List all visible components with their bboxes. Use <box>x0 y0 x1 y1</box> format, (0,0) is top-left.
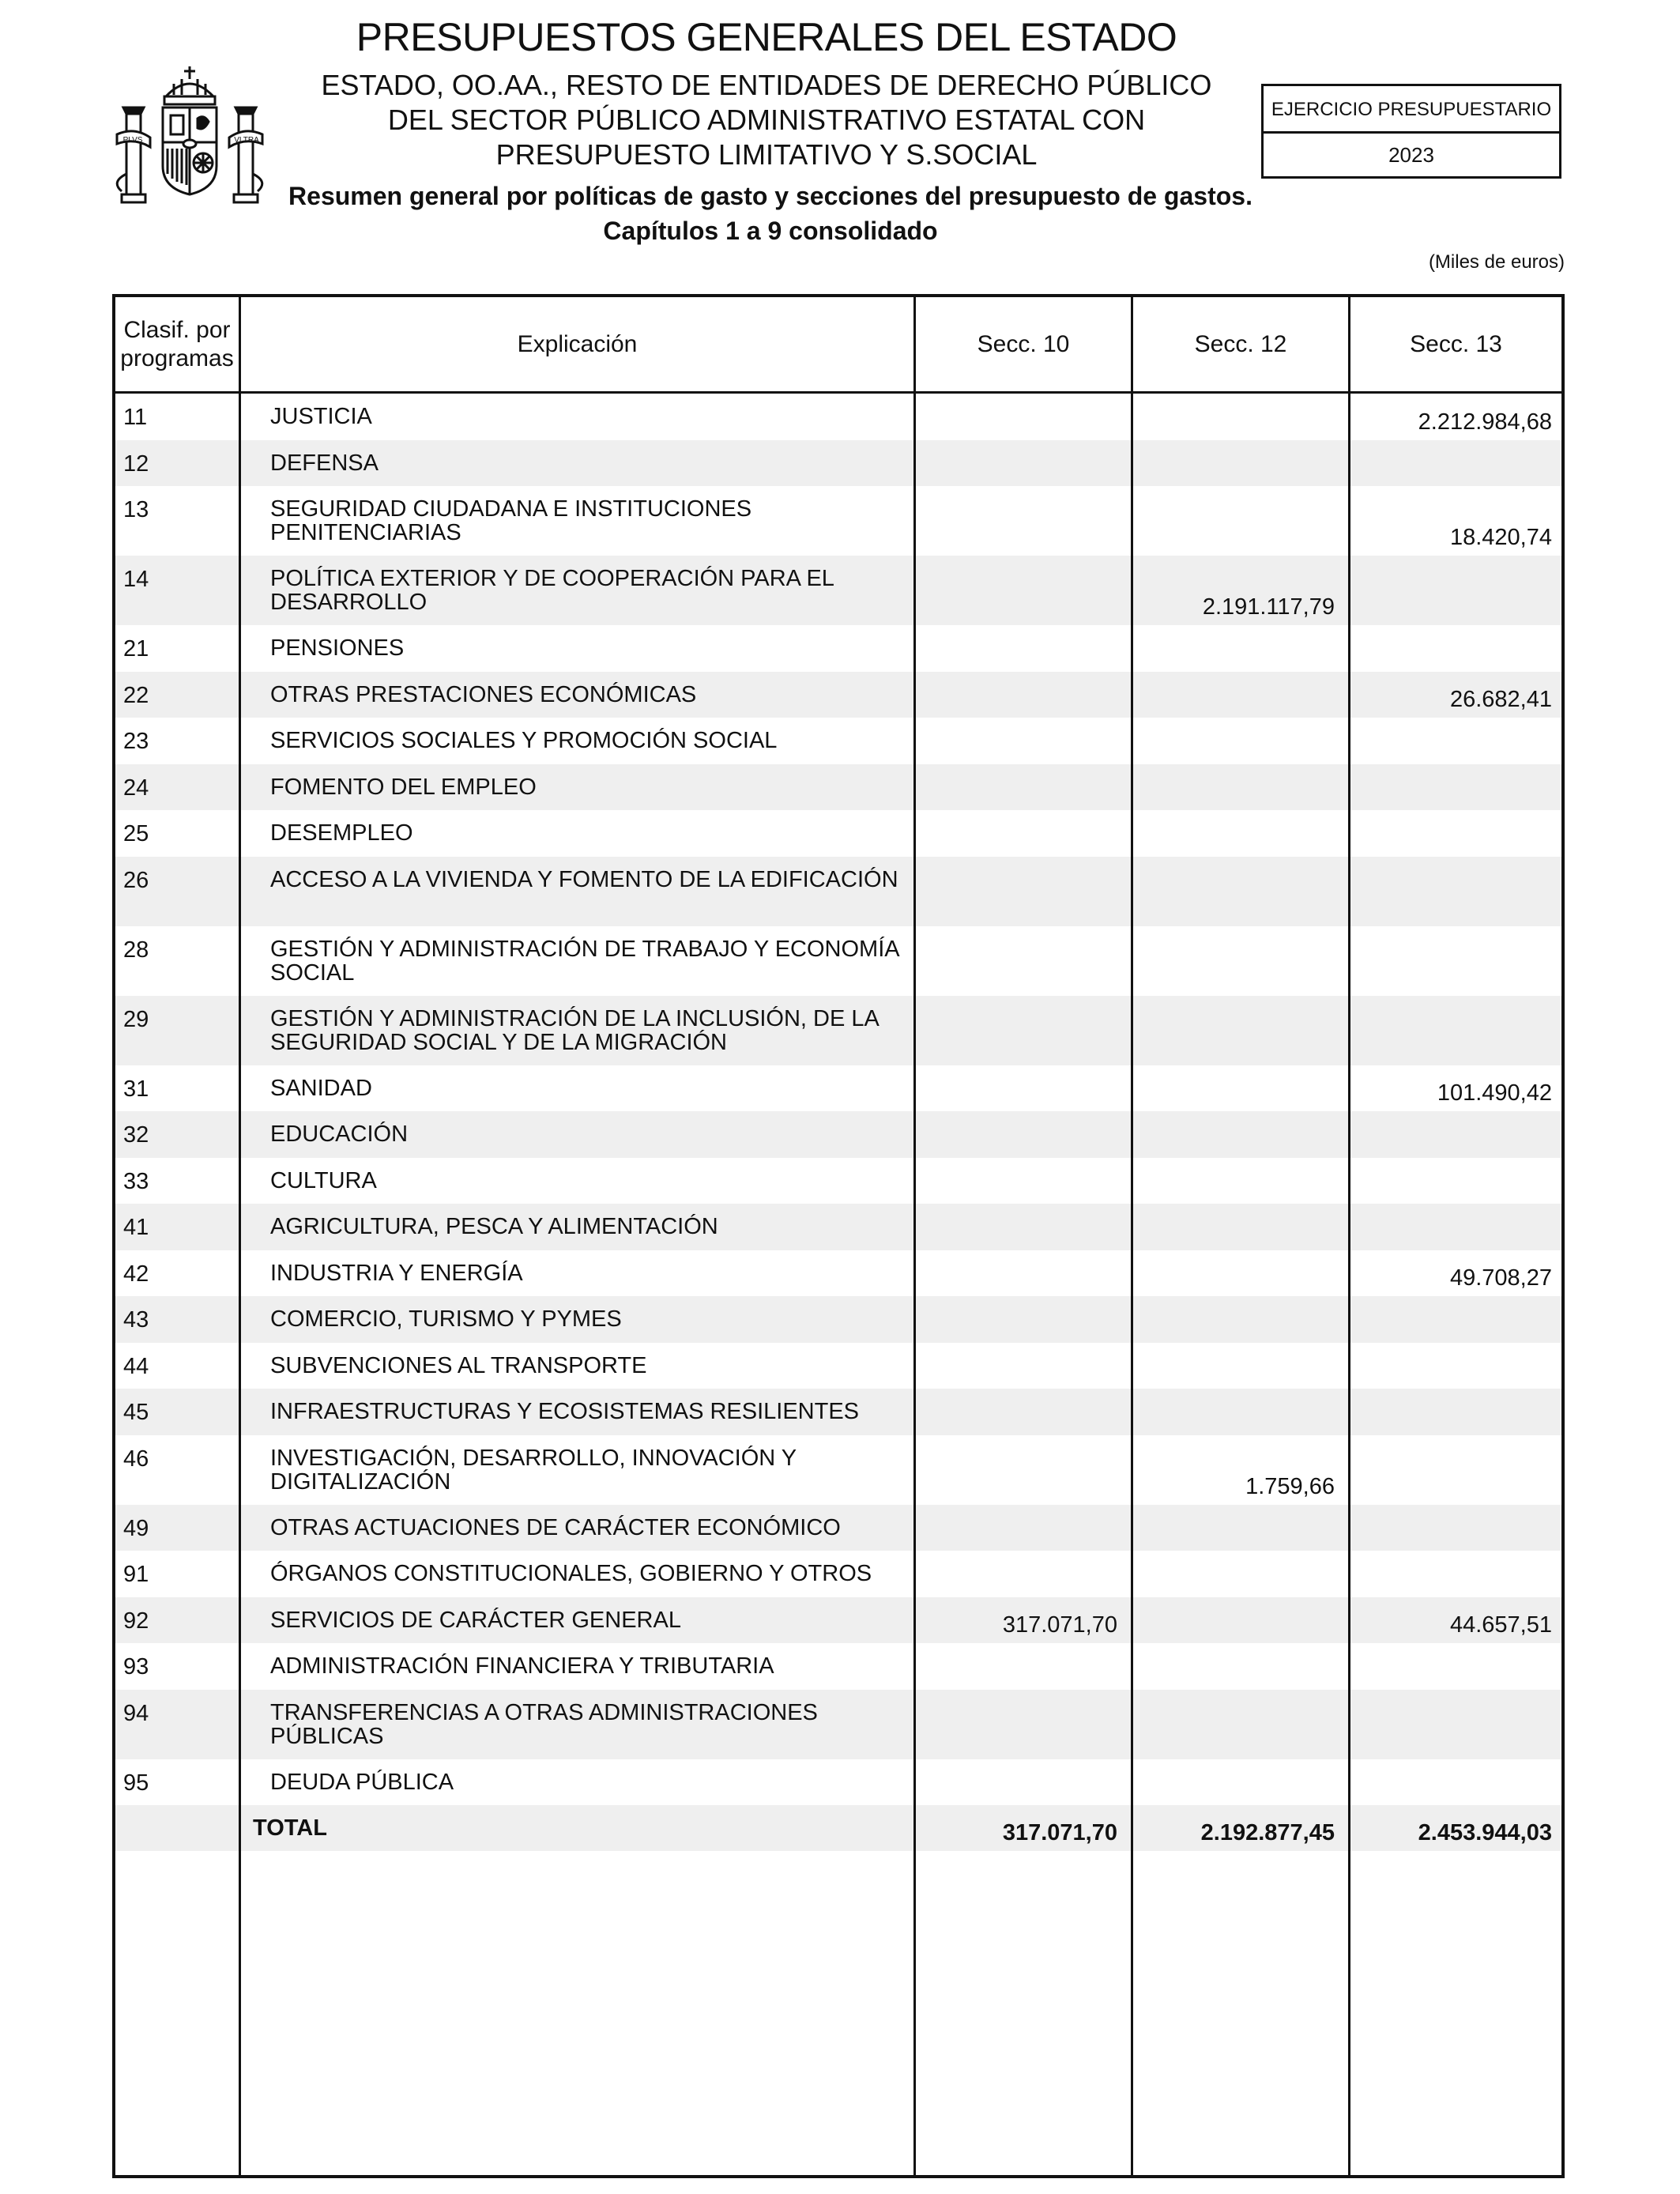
amount-secc13: 44.657,51 <box>1449 1612 1552 1638</box>
amount-secc13: 49.708,27 <box>1449 1265 1552 1291</box>
amount-secc13: 101.490,42 <box>1437 1080 1552 1106</box>
program-label: DEFENSA <box>270 450 379 476</box>
column-divider <box>239 297 241 2175</box>
program-label: INVESTIGACIÓN, DESARROLLO, INNOVACIÓN Y DIGITALIZACIÓN <box>270 1445 797 1495</box>
coat-of-arms-icon <box>111 55 269 213</box>
program-code: 29 <box>123 1006 149 1032</box>
program-label: POLÍTICA EXTERIOR Y DE COOPERACIÓN PARA EL DESARROLLO <box>270 566 834 615</box>
table-row <box>115 1435 1561 1505</box>
budget-table <box>112 294 1565 2178</box>
program-label: SUBVENCIONES AL TRANSPORTE <box>270 1352 647 1378</box>
table-row <box>115 1343 1561 1389</box>
program-code: 45 <box>123 1400 149 1425</box>
program-label: JUSTICIA <box>270 404 372 429</box>
program-code: 95 <box>123 1770 149 1796</box>
program-label: OTRAS PRESTACIONES ECONÓMICAS <box>270 681 697 707</box>
table-row <box>115 394 1561 440</box>
program-code: 32 <box>123 1122 149 1148</box>
table-row <box>115 486 1561 556</box>
subtitle-line: DEL SECTOR PÚBLICO ADMINISTRATIVO ESTATAL CON <box>387 104 1146 136</box>
table-row <box>115 1759 1561 1806</box>
program-label: AGRICULTURA, PESCA Y ALIMENTACIÓN <box>270 1214 718 1239</box>
program-label: INDUSTRIA Y ENERGÍA <box>270 1260 523 1286</box>
page-subtitle <box>277 68 1256 172</box>
table-row <box>115 718 1561 764</box>
program-code: 33 <box>123 1168 149 1194</box>
program-code: 26 <box>123 867 149 893</box>
program-code: 91 <box>123 1562 149 1587</box>
program-label: DESEMPLEO <box>270 820 413 846</box>
program-label: ACCESO A LA VIVIENDA Y FOMENTO DE LA EDIFICACIÓN <box>270 866 898 892</box>
column-header-secc13: Secc. 13 <box>1410 330 1502 357</box>
amount-secc13: 2.212.984,68 <box>1418 409 1552 435</box>
amount-secc13: 18.420,74 <box>1449 525 1552 550</box>
table-row <box>115 1643 1561 1690</box>
program-label: EDUCACIÓN <box>270 1122 409 1147</box>
table-row <box>115 1389 1561 1435</box>
total-secc12: 2.192.877,45 <box>1200 1820 1335 1845</box>
program-label: COMERCIO, TURISMO Y PYMES <box>270 1306 622 1332</box>
program-code: 12 <box>123 450 149 477</box>
column-header-explicacion: Explicación <box>517 330 638 357</box>
table-row <box>115 1505 1561 1551</box>
program-label: PENSIONES <box>270 635 405 661</box>
subtitle-line: PRESUPUESTO LIMITATIVO Y S.SOCIAL <box>495 138 1038 171</box>
program-label: SERVICIOS SOCIALES Y PROMOCIÓN SOCIAL <box>270 728 778 753</box>
program-code: 28 <box>123 937 149 963</box>
column-divider <box>1131 297 1133 2175</box>
total-label: TOTAL <box>253 1815 327 1841</box>
total-secc13: 2.453.944,03 <box>1418 1820 1552 1845</box>
table-row <box>115 556 1561 625</box>
program-label: TRANSFERENCIAS A OTRAS ADMINISTRACIONES PÚBLICAS <box>270 1699 818 1749</box>
program-code: 14 <box>123 567 149 592</box>
column-header-secc10: Secc. 10 <box>977 330 1070 357</box>
table-header-row <box>115 297 1561 394</box>
program-label: SEGURIDAD CIUDADANA E INSTITUCIONES PENITENCIARIAS <box>270 496 752 545</box>
program-label: GESTIÓN Y ADMINISTRACIÓN DE TRABAJO Y ECONOMÍA SOCIAL <box>270 936 898 986</box>
column-divider <box>913 297 916 2175</box>
fiscal-year-label: EJERCICIO PRESUPUESTARIO <box>1264 86 1559 134</box>
program-code: 24 <box>123 775 149 801</box>
motto-left: PLVS <box>122 136 143 145</box>
program-label: INFRAESTRUCTURAS Y ECOSISTEMAS RESILIENTES <box>270 1399 860 1424</box>
program-code: 42 <box>123 1261 149 1287</box>
program-code: 22 <box>123 682 149 708</box>
program-code: 11 <box>123 405 148 430</box>
description-line: Resumen general por políticas de gasto y secciones del presupuesto de gastos. <box>288 182 1252 210</box>
subtitle-line: ESTADO, OO.AA., RESTO DE ENTIDADES DE DERECHO PÚBLICO <box>321 69 1212 101</box>
table-row <box>115 996 1561 1065</box>
program-label: ADMINISTRACIÓN FINANCIERA Y TRIBUTARIA <box>270 1653 774 1679</box>
program-code: 13 <box>123 497 149 522</box>
program-label: SERVICIOS DE CARÁCTER GENERAL <box>270 1607 681 1633</box>
table-row <box>115 1296 1561 1343</box>
column-header-secc12: Secc. 12 <box>1194 330 1287 357</box>
amount-secc10: 317.071,70 <box>1002 1612 1117 1638</box>
table-row <box>115 1065 1561 1112</box>
program-code: 43 <box>123 1307 149 1333</box>
table-row <box>115 672 1561 718</box>
table-row <box>115 926 1561 996</box>
program-label: GESTIÓN Y ADMINISTRACIÓN DE LA INCLUSIÓN, DE LA SEGURIDAD SOCIAL Y DE LA MIGRACIÓN <box>270 1005 879 1055</box>
program-code: 25 <box>123 821 149 846</box>
column-header-clasif: Clasif. por programas <box>120 316 234 371</box>
table-row <box>115 1597 1561 1644</box>
program-label: CULTURA <box>270 1167 377 1193</box>
table-row <box>115 1551 1561 1597</box>
program-code: 23 <box>123 729 149 754</box>
amount-secc13: 26.682,41 <box>1449 687 1552 712</box>
program-code: 44 <box>123 1353 149 1379</box>
table-row <box>115 1690 1561 1759</box>
table-row <box>115 1250 1561 1297</box>
program-code: 41 <box>123 1215 149 1240</box>
program-code: 31 <box>123 1076 149 1102</box>
report-description <box>261 179 1280 248</box>
table-row <box>115 764 1561 811</box>
units-note: (Miles de euros) <box>1428 251 1565 273</box>
table-row <box>115 625 1561 672</box>
table-row <box>115 1111 1561 1158</box>
program-label: FOMENTO DEL EMPLEO <box>270 774 537 800</box>
table-row <box>115 810 1561 857</box>
page-title: PRESUPUESTOS GENERALES DEL ESTADO <box>356 15 1177 59</box>
description-line: Capítulos 1 a 9 consolidado <box>603 217 938 245</box>
program-code: 94 <box>123 1700 149 1726</box>
fiscal-year-box <box>1261 84 1561 179</box>
column-divider <box>1348 297 1350 2175</box>
program-label: ÓRGANOS CONSTITUCIONALES, GOBIERNO Y OTROS <box>270 1561 872 1586</box>
program-label: SANIDAD <box>270 1075 372 1101</box>
program-code: 46 <box>123 1446 149 1472</box>
table-row <box>115 1204 1561 1250</box>
program-label: DEUDA PÚBLICA <box>270 1769 454 1795</box>
program-code: 21 <box>123 636 149 662</box>
fiscal-year-value: 2023 <box>1388 143 1434 167</box>
table-row <box>115 857 1561 926</box>
total-secc10: 317.071,70 <box>1002 1820 1117 1845</box>
program-code: 92 <box>123 1608 149 1634</box>
program-label: OTRAS ACTUACIONES DE CARÁCTER ECONÓMICO <box>270 1514 841 1540</box>
total-row <box>115 1805 1561 1851</box>
amount-secc12: 1.759,66 <box>1245 1473 1335 1499</box>
amount-secc12: 2.191.117,79 <box>1202 594 1335 620</box>
program-code: 93 <box>123 1654 149 1679</box>
table-row <box>115 440 1561 487</box>
table-row <box>115 1158 1561 1204</box>
motto-right: VLTRA <box>234 136 259 145</box>
program-code: 49 <box>123 1515 149 1541</box>
